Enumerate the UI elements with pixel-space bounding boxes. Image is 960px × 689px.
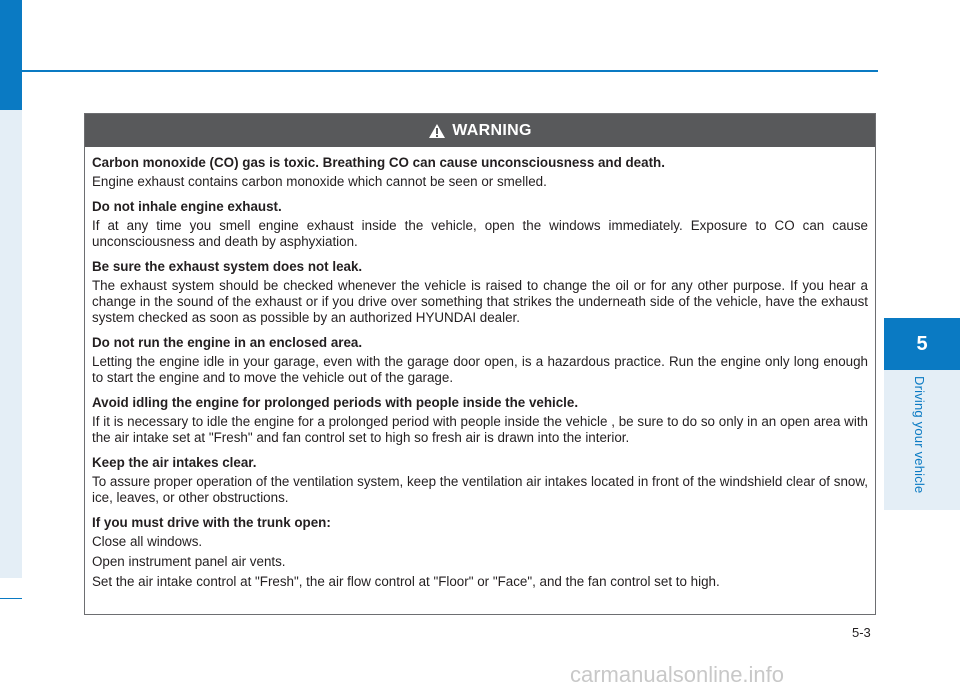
warning-block-trunk: [92, 515, 868, 590]
block-text: The exhaust system should be checked whenever the vehicle is raised to change the oil or for any other purpose. If you hear a change in the sound of the exhaust or if you drive over something that strikes the underneath side of the vehicle, have the exhaust system checked as soon as possible by an authorized HYUNDAI dealer.: [92, 278, 868, 325]
chapter-title-tab: [884, 370, 960, 510]
block-heading: Do not run the engine in an enclosed area.: [92, 335, 363, 350]
left-margin-line: [0, 598, 22, 599]
page-number: 5-3: [852, 625, 871, 640]
warning-box: [84, 113, 876, 615]
block-text: Engine exhaust contains carbon monoxide which cannot be seen or smelled.: [92, 174, 547, 189]
block-text: If it is necessary to idle the engine for a prolonged period with people inside the vehicle , be sure to do so only in an open area with the air intake set at "Fresh" and fan control set to high so fresh air is drawn into the interior.: [92, 414, 868, 445]
left-margin-tab: [0, 0, 22, 110]
instruction-line: Open instrument panel air vents.: [92, 554, 286, 569]
watermark: carmanualsonline.info: [570, 662, 785, 687]
instruction-line: Close all windows.: [92, 534, 203, 549]
block-heading: Avoid idling the engine for prolonged periods with people inside the vehicle.: [92, 395, 579, 410]
warning-block: [92, 335, 868, 386]
instruction-line: Set the air intake control at "Fresh", the air flow control at "Floor" or "Face", and the fan control set to high.: [92, 574, 720, 589]
warning-header: [85, 114, 875, 147]
block-text: Letting the engine idle in your garage, even with the garage door open, is a hazardous practice. Run the engine only long enough to start the engine and to move the vehicle out of the garage.: [92, 354, 868, 385]
chapter-title: Driving your vehicle: [912, 376, 927, 494]
block-text: If at any time you smell engine exhaust inside the vehicle, open the windows immediately. Exposure to CO can cause unconsciousness and death by asphyxiation.: [92, 218, 868, 249]
warning-title: WARNING: [452, 121, 532, 139]
top-rule: [22, 70, 878, 72]
block-heading: Keep the air intakes clear.: [92, 455, 257, 470]
warning-block: [92, 395, 868, 446]
block-heading: If you must drive with the trunk open:: [92, 515, 331, 530]
chapter-number-tab: 5: [884, 318, 960, 370]
warning-block: [92, 455, 868, 506]
block-heading: Carbon monoxide (CO) gas is toxic. Breathing CO can cause unconsciousness and death.: [92, 155, 665, 170]
block-heading: Be sure the exhaust system does not leak.: [92, 259, 363, 274]
block-text: To assure proper operation of the ventilation system, keep the ventilation air intakes located in front of the windshield clear of snow, ice, leaves, or other obstructions.: [92, 474, 868, 505]
warning-block: [92, 155, 868, 190]
warning-body: [85, 147, 875, 590]
warning-block: [92, 259, 868, 326]
warning-block: [92, 199, 868, 250]
warning-triangle-icon: [428, 123, 446, 139]
block-heading: Do not inhale engine exhaust.: [92, 199, 282, 214]
